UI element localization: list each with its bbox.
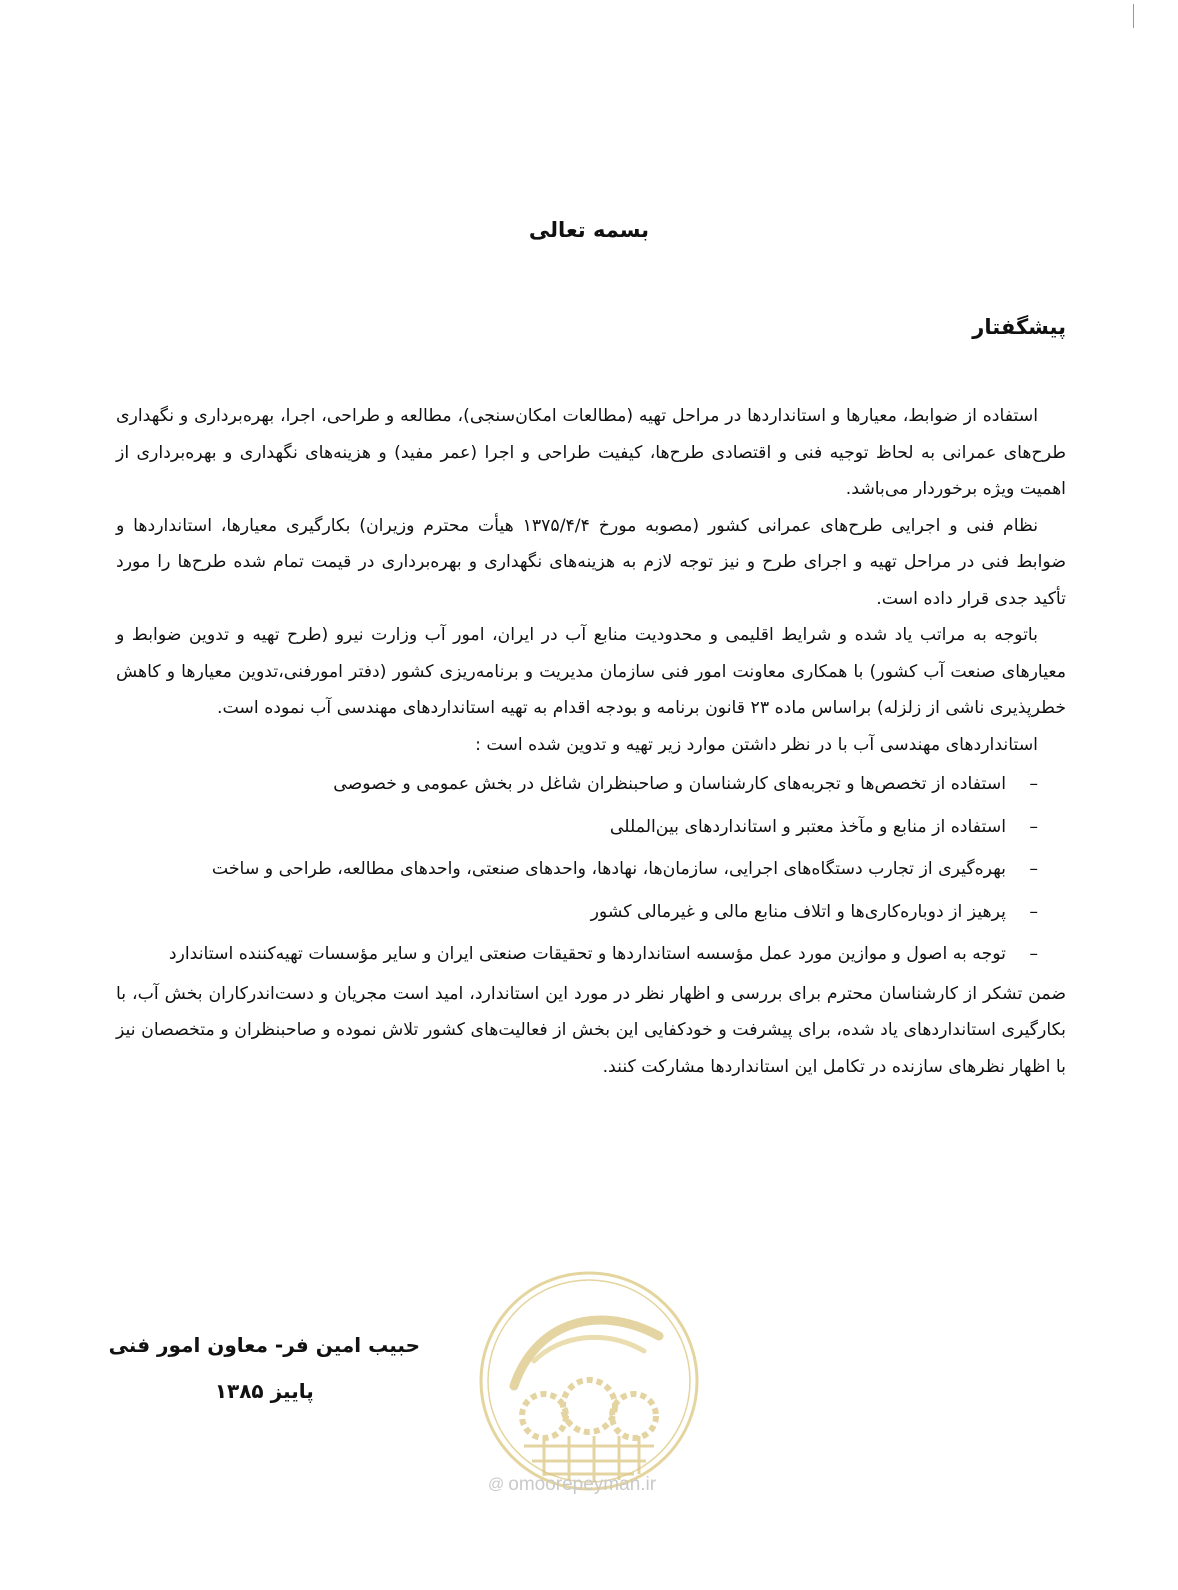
scan-edge-mark: [1133, 4, 1136, 28]
list-bullet: –: [1029, 859, 1038, 879]
signature-date: پاییز ۱۳۸۵: [214, 1379, 314, 1403]
section-heading: پیشگفتار: [972, 315, 1066, 339]
list-item: [116, 763, 1066, 806]
list-bullet: –: [1029, 774, 1038, 794]
list-item-text: توجه به اصول و موازین مورد عمل مؤسسه استانداردها و تحقیقات صنعتی ایران و سایر مؤسسات تهیه‌کننده استاندارد: [168, 944, 1006, 964]
document-title: بسمه تعالی: [528, 218, 650, 242]
list-item: [116, 848, 1066, 891]
watermark: [488, 1474, 656, 1496]
list-bullet: –: [1029, 944, 1038, 964]
list-item: [116, 806, 1066, 849]
signature-block: [109, 1322, 420, 1414]
signatory-name: حبیب امین فر- معاون امور فنی: [108, 1333, 420, 1357]
paragraph-3: باتوجه به مراتب یاد شده و شرایط اقلیمی و محدودیت منابع آب در ایران، امور آب وزارت نیرو (طرح تهیه و تدوین ضوابط و معیارهای صنعت آب کشور) با همکاری معاونت امور فنی سازمان مدیریت و برنامه‌ریزی کشور (دفتر امورفنی،تدوین معیارها و کاهش خطرپذیری ناشی از زلزله) براساس ماده ۲۳ قانون برنامه و بودجه اقدام به تهیه استانداردهای مهندسی آب نموده است.: [116, 625, 1066, 718]
paragraph-1: استفاده از ضوابط، معیارها و استانداردها در مراحل تهیه (مطالعات امکان‌سنجی)، مطالعه و طراحی، اجرا، بهره‌برداری و نگهداری طرح‌های عمرانی به لحاظ توجیه فنی و اقتصادی طرح‌ها، کیفیت طراحی و اجرا (عمر مفید) و هزینه‌های نگهداری و بهره‌برداری از اهمیت ویژه برخوردار می‌باشد.: [116, 406, 1066, 499]
at-sign-icon: @: [488, 1476, 505, 1493]
company-seal-logo: [474, 1266, 704, 1496]
list-bullet: –: [1029, 816, 1038, 837]
closing-paragraph: ضمن تشکر از کارشناسان محترم برای بررسی و اظهار نظر در مورد این استاندارد، امید است مجریان و دست‌اندرکاران بخش آب، با بکارگیری استانداردهای یاد شده، برای پیشرفت و خودکفایی این بخش از فعالیت‌های کشور تلاش نموده و صاحبنظران و متخصصان نیز با اظهار نظرهای سازنده در تکامل این استانداردها مشارکت کنند.: [116, 983, 1066, 1077]
list-item: [116, 933, 1066, 976]
list-item-text: استفاده از منابع و مآخذ معتبر و استانداردهای بین‌المللی: [609, 816, 1006, 837]
list-item-text: استفاده از تخصص‌ها و تجربه‌های کارشناسان و صاحبنظران شاغل در بخش عمومی و خصوصی: [333, 774, 1006, 794]
list-item-text: بهره‌گیری از تجارب دستگاه‌های اجرایی، سازمان‌ها، نهادها، واحدهای صنعتی، واحدهای مطالعه، طراحی و ساخت: [211, 859, 1006, 879]
list-item: [116, 891, 1066, 934]
list-bullet: –: [1029, 901, 1038, 922]
watermark-text: omoorepeyman.ir: [508, 1474, 657, 1495]
list-item-text: پرهیز از دوباره‌کاری‌ها و اتلاف منابع مالی و غیرمالی کشور: [590, 901, 1006, 922]
paragraph-2: نظام فنی و اجرایی طرح‌های عمرانی کشور (مصوبه مورخ ۱۳۷۵/۴/۴ هیأت محترم وزیران) بکارگیری معیارها، استانداردها و ضوابط فنی در مراحل تهیه و اجرای طرح و نیز توجه لازم به هزینه‌های نگهداری و بهره‌برداری در قیمت تمام شده طرح‌ها را مورد تأکید جدی قرار داده است.: [116, 515, 1066, 609]
list-intro: استانداردهای مهندسی آب با در نظر داشتن موارد زیر تهیه و تدوین شده است :: [475, 734, 1038, 755]
document-body: [116, 398, 1066, 1085]
requirements-list: [116, 763, 1066, 976]
